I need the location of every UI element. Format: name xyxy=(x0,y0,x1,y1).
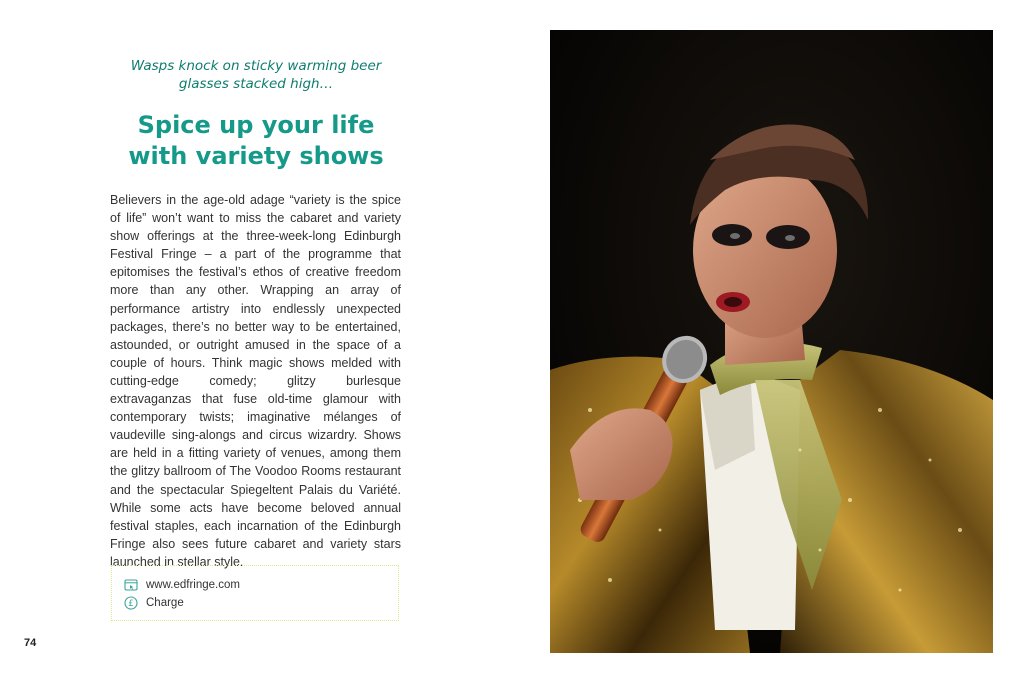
intro-line-2: glasses stacked high… xyxy=(178,76,334,92)
pound-icon xyxy=(124,596,138,610)
intro-line-1: Wasps knock on sticky warming beer xyxy=(130,58,382,74)
title-line-1: Spice up your life xyxy=(137,111,375,139)
info-box xyxy=(111,565,399,621)
page-number: 74 xyxy=(24,637,37,649)
performer-photo xyxy=(550,30,993,653)
web-icon xyxy=(124,578,138,592)
website-row[interactable] xyxy=(124,578,240,592)
svg-text:£: £ xyxy=(128,599,134,610)
body-paragraph: Believers in the age-old adage “variety is the spice of life” won’t want to miss the cabaret and variety show offerings at the three-week-long Edinburgh Festival Fringe – a part of the programme that epitomises the festival’s ethos of creative freedom more than any other. Wrapping an array of performance artistry into endlessly unexpected packages, there’s no better way to be entertained, astounded, or outright amused in the space of a couple of hours. Think magic shows melded with cutting-edge comedy; glitzy burlesque extravaganzas that fuse old-time glamour with contemporary twists; imaginative mélanges of vaudeville sing-alongs and circus wizardry. Shows are held in a fitting variety of venues, among them the glitzy ballroom of The Voodoo Rooms restaurant and the spectacular Spiegeltent Palais du Variété. While some acts have become beloved annual festival staples, each incarnation of the Edinburgh Fringe also sees future cabaret and variety stars launched in stellar style. xyxy=(110,193,401,569)
title-line-2: with variety shows xyxy=(128,142,384,170)
price-row xyxy=(124,596,184,610)
intro-quote xyxy=(110,57,402,93)
page-title xyxy=(108,110,404,172)
price-label: Charge xyxy=(146,597,184,609)
website-link[interactable]: www.edfringe.com xyxy=(146,579,240,591)
